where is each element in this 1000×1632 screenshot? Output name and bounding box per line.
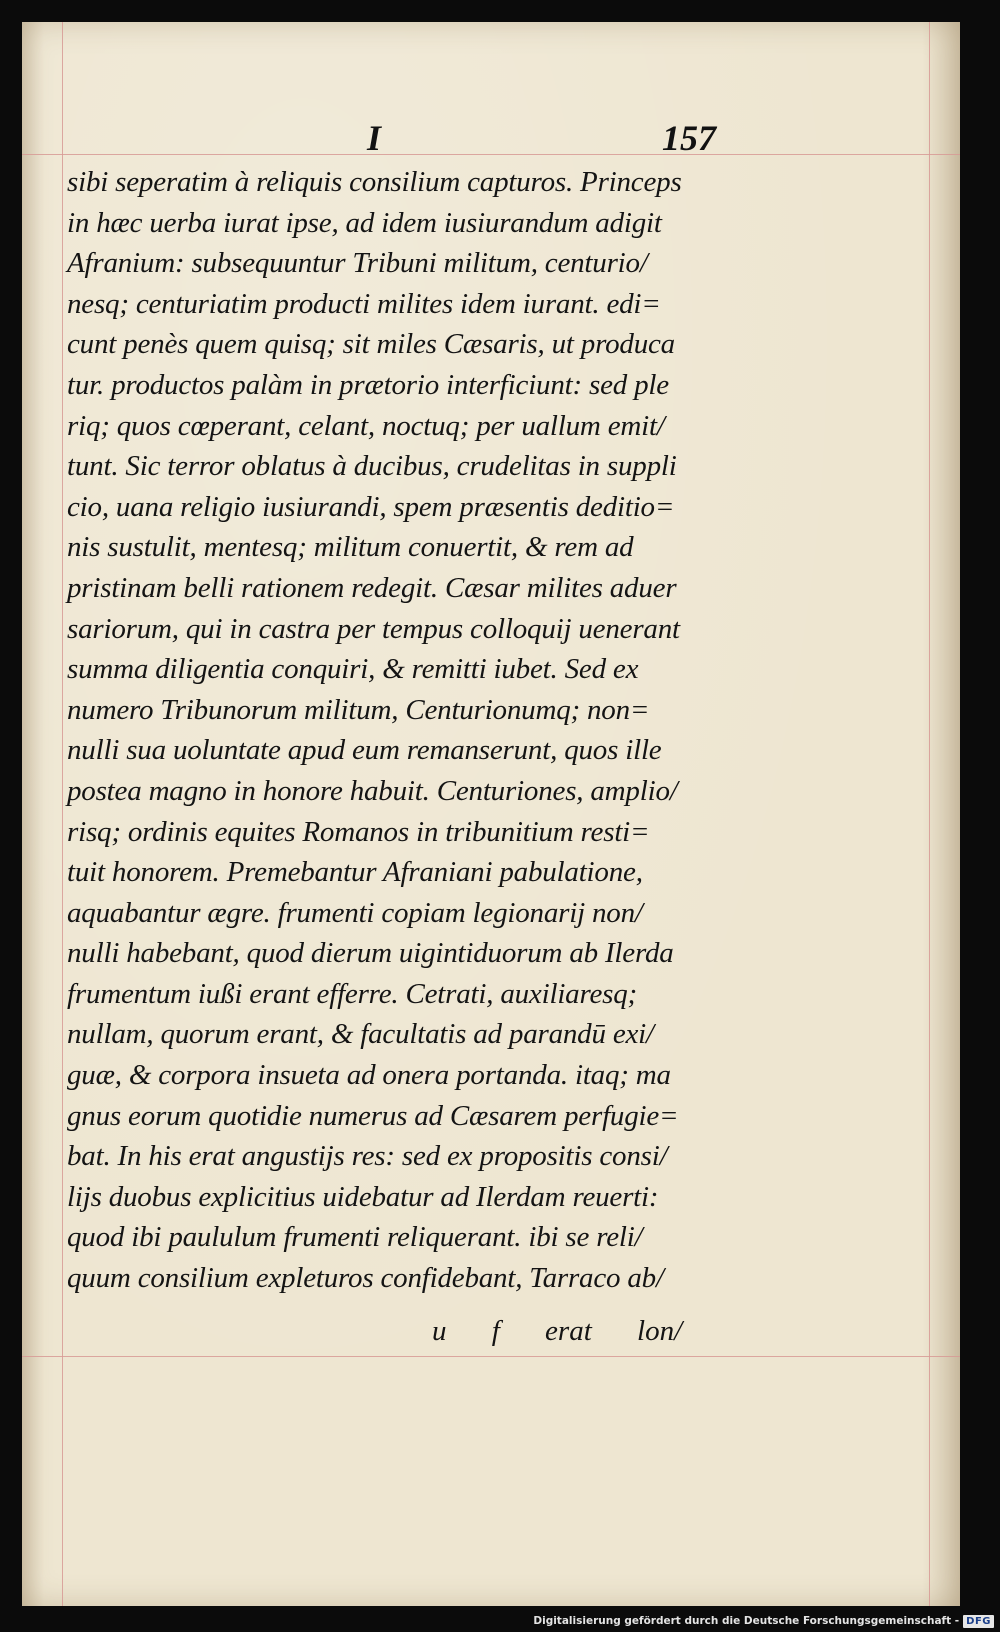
text-line: nesq; centuriatim producti milites idem iurant. edi= bbox=[67, 287, 661, 320]
text-line: nis sustulit, mentesq; militum conuertit, & rem ad bbox=[67, 531, 634, 564]
body-text bbox=[67, 162, 767, 1299]
text-line: lijs duobus explicitius uidebatur ad Ilerdam reuerti: bbox=[67, 1180, 659, 1213]
left-margin-rule bbox=[62, 22, 63, 1606]
right-margin-rule bbox=[929, 22, 930, 1606]
text-line: bat. In his erat angustijs res: sed ex propositis consi/ bbox=[67, 1140, 668, 1173]
catchword: u f erat lon/ bbox=[432, 1315, 683, 1347]
text-line: riq; quos cœperant, celant, noctuq; per uallum emit/ bbox=[67, 409, 665, 442]
book-page bbox=[22, 22, 960, 1606]
bottom-margin-rule bbox=[22, 1356, 960, 1357]
text-line: guæ, & corpora insueta ad onera portanda. itaq; ma bbox=[67, 1059, 671, 1092]
text-line: Afranium: subsequuntur Tribuni militum, centurio/ bbox=[67, 247, 648, 280]
text-line: quod ibi paululum frumenti reliquerant. ibi se reli/ bbox=[67, 1221, 643, 1254]
credit-text: Digitalisierung gefördert durch die Deutsche Forschungsgemeinschaft - bbox=[533, 1615, 960, 1627]
text-line: quum consilium expleturos confidebant, Tarraco ab/ bbox=[67, 1262, 664, 1295]
text-line: nulli sua uoluntate apud eum remanserunt, quos ille bbox=[67, 734, 662, 767]
digitization-credit bbox=[533, 1612, 994, 1630]
text-line: nulli habebant, quod dierum uigintiduorum ab Ilerda bbox=[67, 937, 674, 970]
signature-mark: I bbox=[367, 118, 382, 158]
text-line: pristinam belli rationem redegit. Cæsar milites aduer bbox=[67, 571, 677, 604]
text-line: frumentum iußi erant efferre. Cetrati, auxiliaresq; bbox=[67, 977, 637, 1010]
text-line: sibi seperatim à reliquis consilium capturos. Princeps bbox=[67, 166, 682, 198]
text-line: tur. productos palàm in prætorio interficiunt: sed ple bbox=[67, 368, 669, 401]
dfg-logo: DFG bbox=[963, 1615, 994, 1628]
text-line: risq; ordinis equites Romanos in tribunitium resti= bbox=[67, 815, 650, 848]
text-line: tuit honorem. Premebantur Afraniani pabulatione, bbox=[67, 856, 643, 889]
top-margin-rule bbox=[22, 154, 960, 155]
text-line: nullam, quorum erant, & facultatis ad parandū exi/ bbox=[67, 1018, 654, 1051]
text-line: postea magno in honore habuit. Centuriones, amplio/ bbox=[67, 774, 678, 807]
text-line: tunt. Sic terror oblatus à ducibus, crudelitas in suppli bbox=[67, 450, 677, 483]
text-line: sariorum, qui in castra per tempus colloquij uenerant bbox=[67, 612, 680, 645]
text-line: cunt penès quem quisq; sit miles Cæsaris, ut produca bbox=[67, 328, 675, 361]
text-line: in hæc uerba iurat ipse, ad idem iusiurandum adigit bbox=[67, 206, 662, 239]
text-line: gnus eorum quotidie numerus ad Cæsarem perfugie= bbox=[67, 1099, 679, 1132]
text-line: cio, uana religio iusiurandi, spem præsentis deditio= bbox=[67, 490, 675, 523]
text-line: numero Tribunorum militum, Centurionumq; non= bbox=[67, 693, 650, 726]
text-line: summa diligentia conquiri, & remitti iubet. Sed ex bbox=[67, 653, 639, 686]
text-line: aquabantur ægre. frumenti copiam legionarij non/ bbox=[67, 896, 643, 929]
folio-number: 157 bbox=[662, 118, 716, 158]
